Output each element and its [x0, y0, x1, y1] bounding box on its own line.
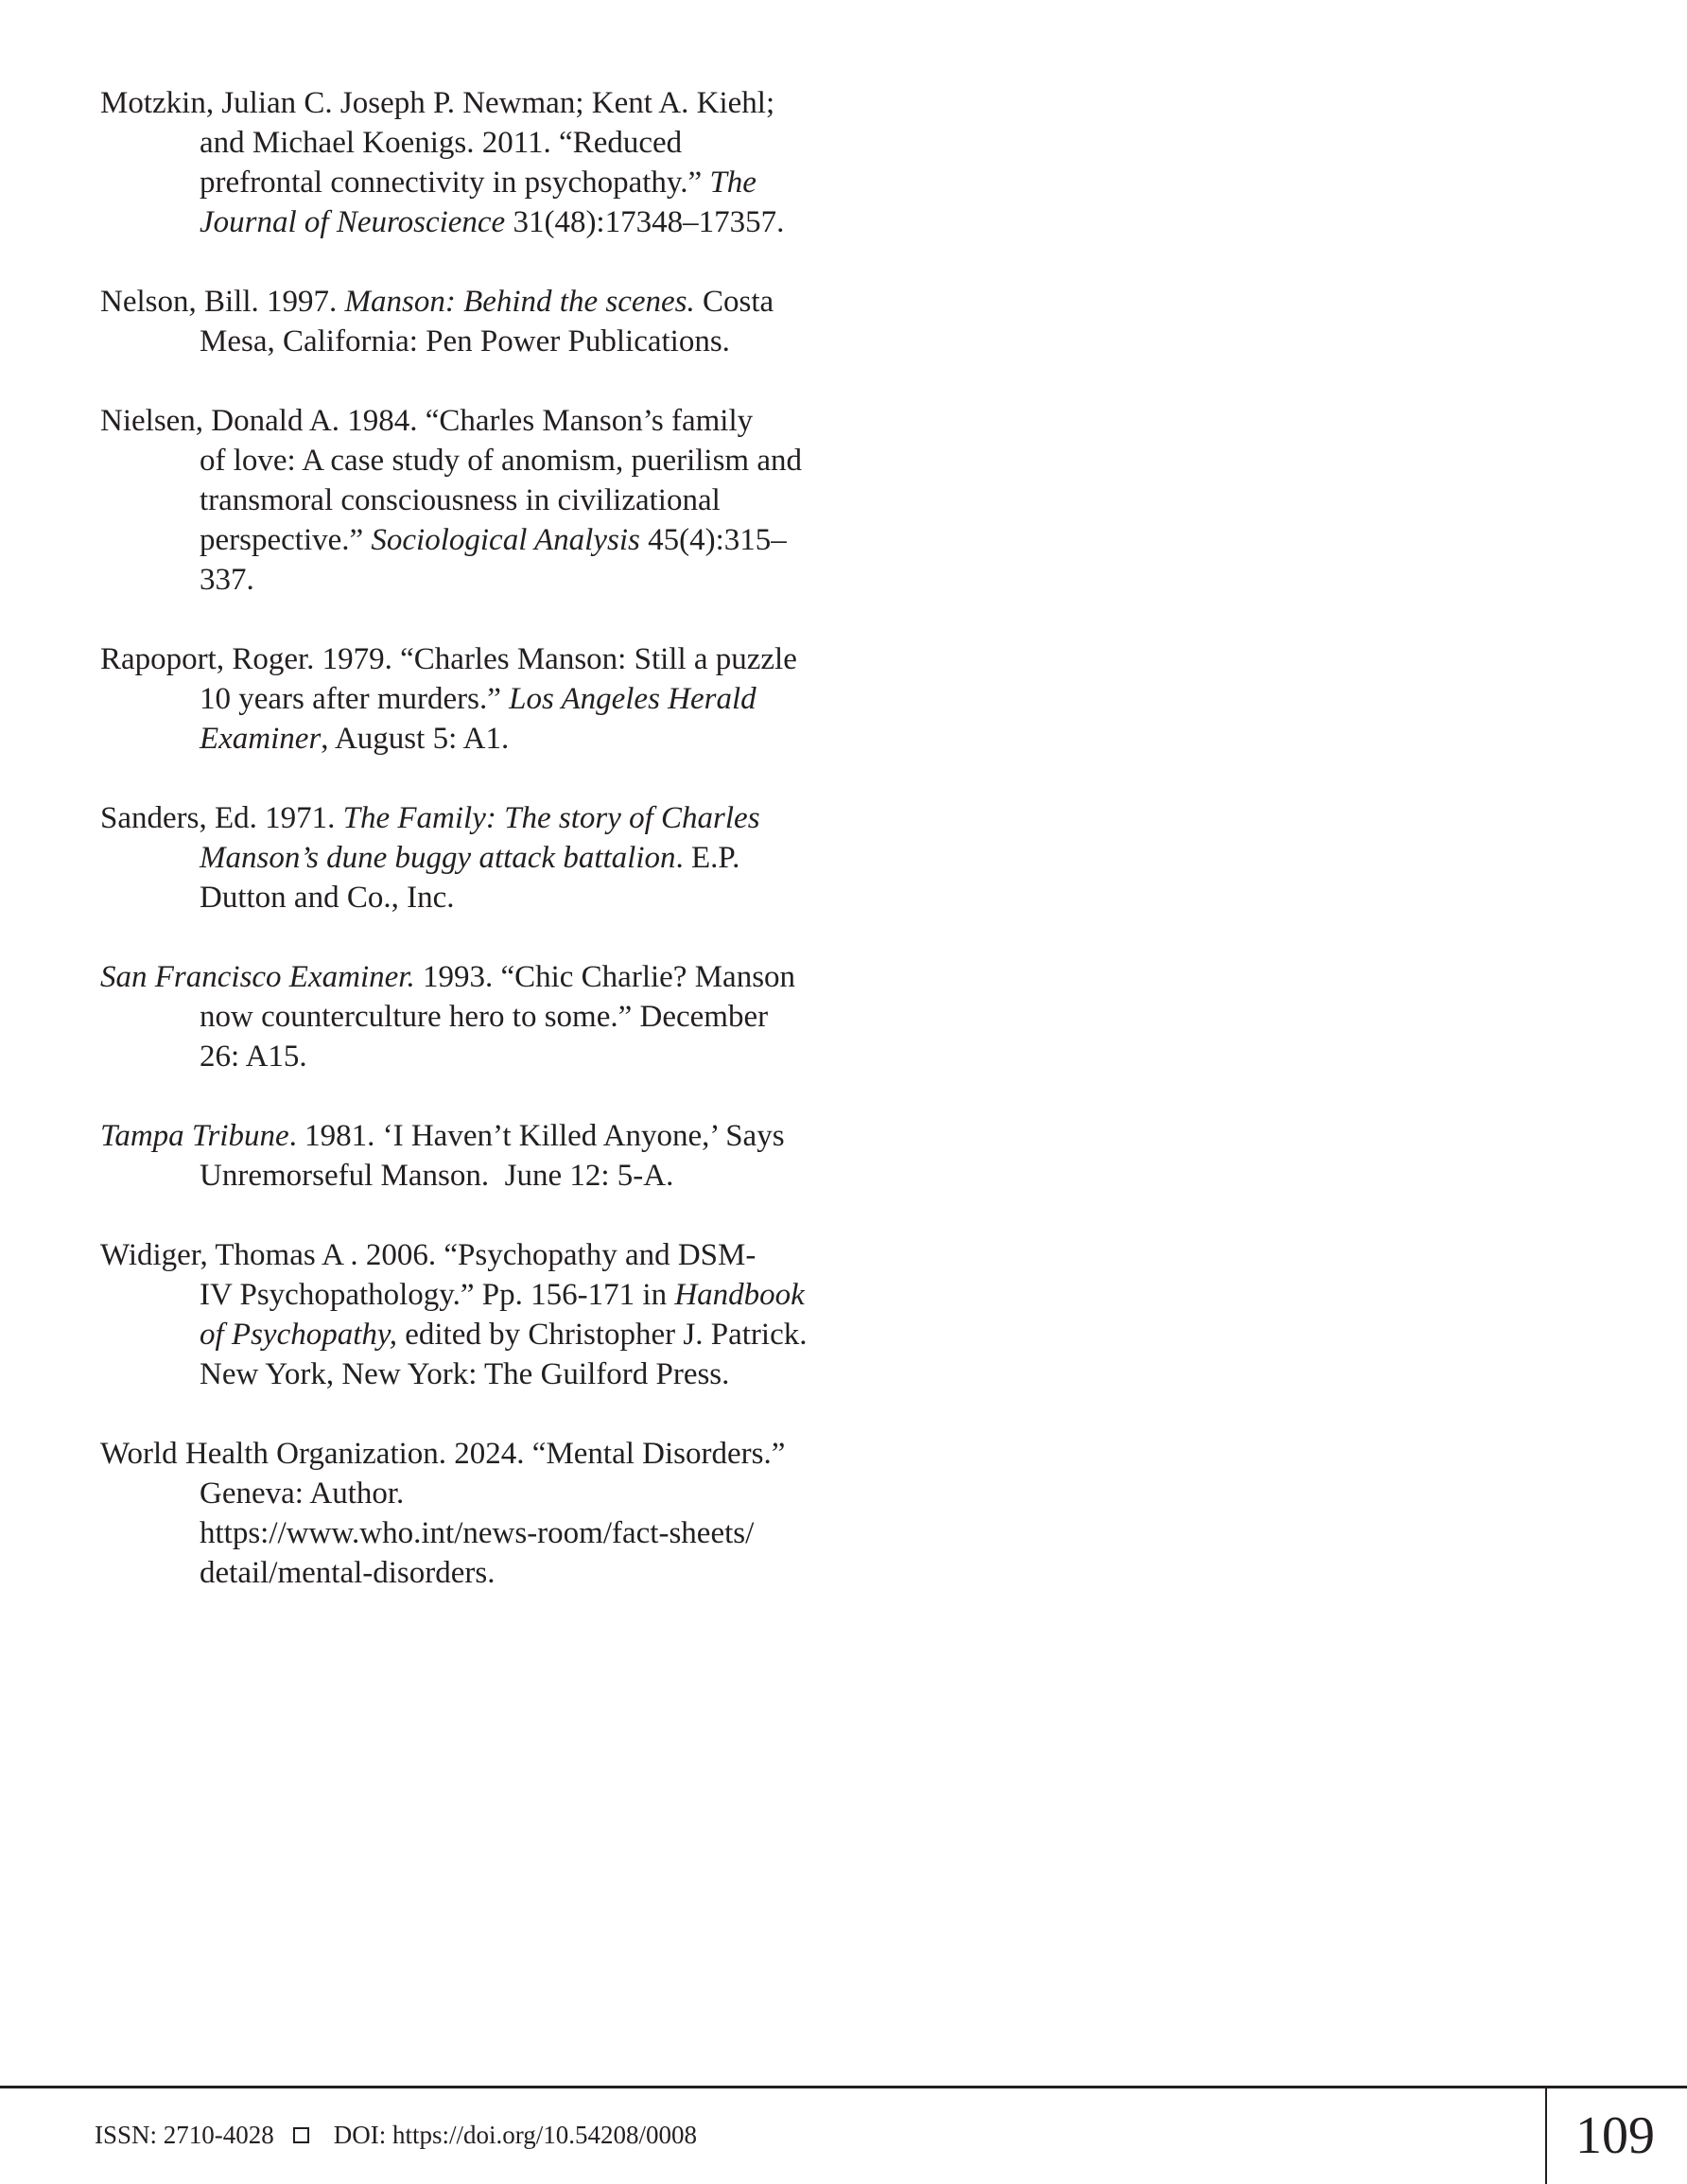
text: edited by Christopher J. Patrick. [396, 1318, 808, 1352]
reference-line [100, 441, 857, 480]
italic-text: The [709, 166, 757, 200]
italic-text: The Family: The story of Charles [342, 801, 760, 835]
reference-line [100, 1434, 857, 1474]
italic-text: San Francisco Examiner. [100, 960, 415, 994]
reference-line [100, 401, 857, 441]
reference-line [100, 1116, 857, 1156]
text: . 1981. ‘I Haven’t Killed Anyone,’ Says [288, 1119, 785, 1153]
text: IV Psychopathology.” Pp. 156-171 in [200, 1278, 675, 1312]
reference-entry [100, 639, 857, 759]
text: https://www.who.int/news-room/fact-sheets/ [200, 1516, 755, 1550]
reference-line [100, 838, 857, 878]
reference-line [100, 322, 857, 361]
text: prefrontal connectivity in psychopathy.” [200, 166, 710, 200]
reference-line [100, 1037, 857, 1076]
footer-vertical-rule [1545, 2086, 1547, 2184]
reference-line [100, 997, 857, 1037]
text: New York, New York: The Guilford Press. [200, 1357, 730, 1391]
text: . E.P. [675, 841, 740, 875]
italic-text: Examiner [200, 722, 322, 756]
italic-text: Sociological Analysis [371, 523, 640, 557]
reference-line [100, 282, 857, 322]
text: Mesa, California: Pen Power Publications. [200, 324, 730, 358]
text: of love: A case study of anomism, puerilism and [200, 444, 802, 478]
italic-text: of Psychopathy, [200, 1318, 397, 1352]
reference-entry [100, 1116, 857, 1196]
reference-line [100, 1235, 857, 1275]
reference-line [100, 83, 857, 123]
text: Unremorseful Manson. June 12: 5-A. [200, 1159, 674, 1193]
reference-line [100, 798, 857, 838]
text: 1993. “Chic Charlie? Manson [414, 960, 796, 994]
text: transmoral consciousness in civilizational [200, 483, 721, 517]
italic-text: Tampa Tribune [100, 1119, 289, 1153]
italic-text: Handbook [674, 1278, 805, 1312]
reference-line [100, 520, 857, 560]
text: 337. [200, 563, 254, 597]
reference-entry [100, 1434, 857, 1593]
reference-line [100, 123, 857, 163]
text: Widiger, Thomas A . 2006. “Psychopathy and DSM- [100, 1238, 757, 1272]
reference-line [100, 1553, 857, 1593]
reference-entry [100, 1235, 857, 1394]
reference-line [100, 1275, 857, 1315]
reference-line [100, 202, 857, 242]
reference-line [100, 719, 857, 759]
text: Costa [694, 285, 774, 319]
reference-list [100, 83, 857, 1633]
reference-entry [100, 282, 857, 361]
text: Nelson, Bill. 1997. [100, 285, 345, 319]
reference-line [100, 1354, 857, 1394]
reference-entry [100, 83, 857, 242]
text: 31(48):17348–17357. [505, 205, 785, 239]
italic-text: Journal of Neuroscience [200, 205, 506, 239]
text: and Michael Koenigs. 2011. “Reduced [200, 126, 683, 160]
issn: ISSN: 2710-4028 [95, 2121, 274, 2149]
reference-line [100, 480, 857, 520]
reference-line [100, 1513, 857, 1553]
text: Geneva: Author. [200, 1476, 405, 1511]
text: Motzkin, Julian C. Joseph P. Newman; Kent A. Kiehl; [100, 86, 775, 120]
reference-line [100, 163, 857, 202]
footer [95, 2120, 697, 2150]
text: detail/mental-disorders. [200, 1556, 496, 1590]
reference-line [100, 1315, 857, 1354]
text: Dutton and Co., Inc. [200, 881, 455, 915]
reference-line [100, 560, 857, 600]
text: 45(4):315– [639, 523, 787, 557]
reference-line [100, 957, 857, 997]
text: World Health Organization. 2024. “Mental Disorders.” [100, 1437, 786, 1471]
reference-line [100, 679, 857, 719]
footer-rule [0, 2086, 1687, 2088]
italic-text: Los Angeles Herald [509, 682, 757, 716]
text: 10 years after murders.” [200, 682, 510, 716]
text: Sanders, Ed. 1971. [100, 801, 343, 835]
text: 26: A15. [200, 1040, 307, 1074]
reference-line [100, 639, 857, 679]
reference-entry [100, 401, 857, 600]
text: now counterculture hero to some.” December [200, 1000, 769, 1034]
page-number: 109 [1575, 2106, 1655, 2165]
doi: DOI: https://doi.org/10.54208/0008 [333, 2121, 698, 2149]
square-bullet-icon [293, 2127, 309, 2143]
text: , August 5: A1. [321, 722, 510, 756]
text: perspective.” [200, 523, 372, 557]
reference-line [100, 1474, 857, 1513]
reference-line [100, 878, 857, 917]
italic-text: Manson’s dune buggy attack battalion [200, 841, 676, 875]
italic-text: Manson: Behind the scenes. [344, 285, 695, 319]
reference-entry [100, 798, 857, 917]
reference-entry [100, 957, 857, 1076]
text: Nielsen, Donald A. 1984. “Charles Manson’s family [100, 404, 754, 438]
reference-line [100, 1156, 857, 1196]
text: Rapoport, Roger. 1979. “Charles Manson: Still a puzzle [100, 642, 797, 676]
